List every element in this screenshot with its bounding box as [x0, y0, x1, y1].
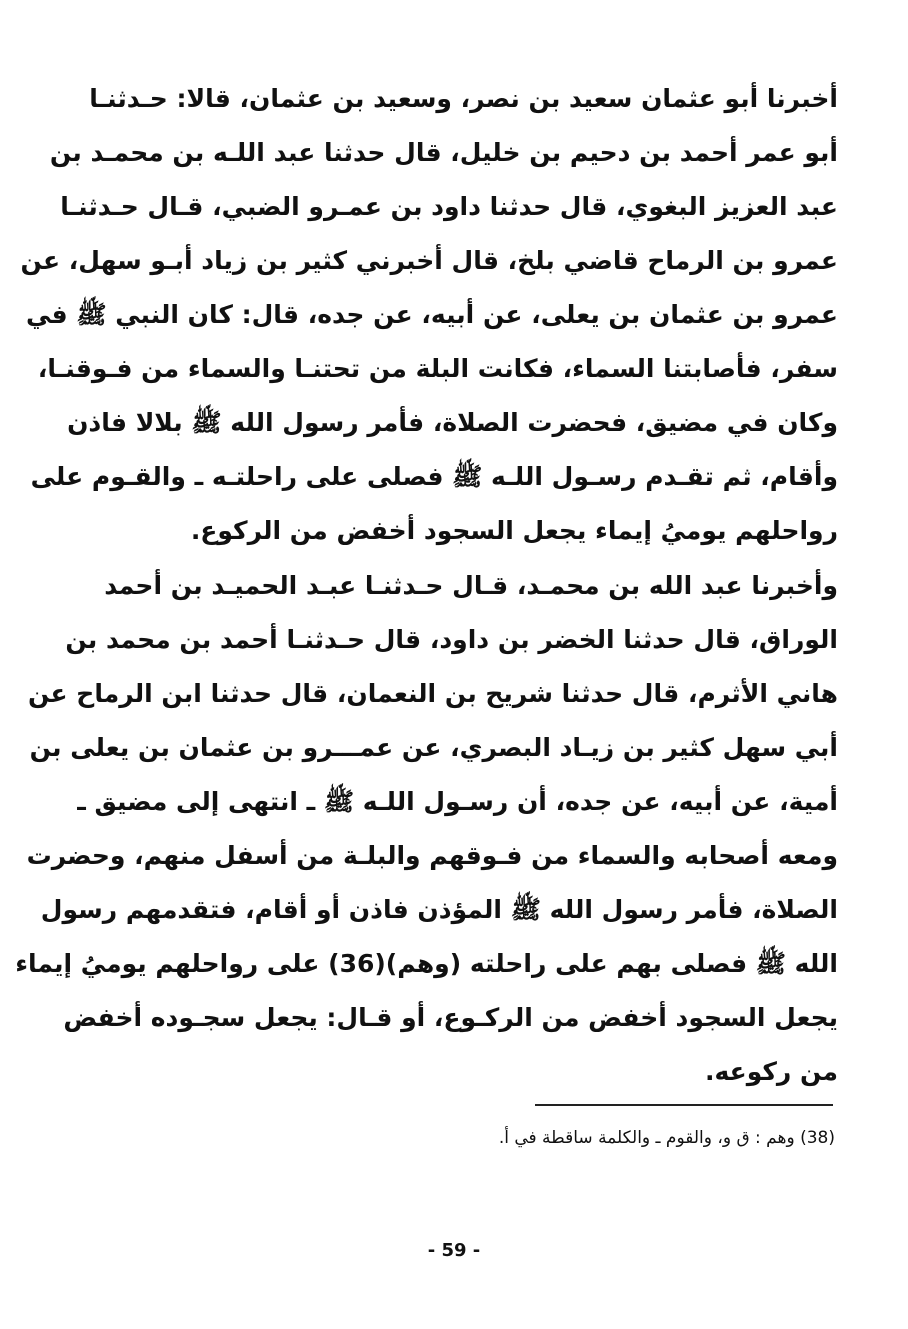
text-line: وأخبرنا عبد الله بن محمـد، قـال حـدثنـا عبـد الحميـد بن أحمد: [104, 571, 838, 600]
paragraph-1: [20, 72, 838, 558]
text-line: وكان في مضيق، فحضرت الصلاة، فأمر رسول الله ﷺ بلالا فاذن: [67, 408, 838, 437]
text-line: عمرو بن عثمان بن يعلى، عن أبيه، عن جده، قال: كان النبي ﷺ في: [25, 300, 838, 329]
text-line: وأقام، ثم تقـدم رسـول اللـه ﷺ فصلى على راحلتـه ـ والقـوم على: [30, 462, 838, 491]
text-line: أخبرنا أبو عثمان سعيد بن نصر، وسعيد بن عثمان، قالا: حـدثنـا: [89, 84, 838, 113]
text-line: عمرو بن الرماح قاضي بلخ، قال أخبرني كثير بن زياد أبـو سهل، عن: [20, 246, 838, 275]
text-line: سفر، فأصابتنا السماء، فكانت البلة من تحتنـا والسماء من فـوقنـا،: [37, 354, 838, 383]
footnote-divider: [535, 1104, 833, 1106]
text-line: الوراق، قال حدثنا الخضر بن داود، قال حـدثنـا أحمد بن محمد بن: [65, 625, 838, 654]
footnote: (38) وهم : ق و، والقوم ـ والكلمة ساقطة في أ.: [498, 1128, 835, 1148]
text-line: أبو عمر أحمد بن دحيم بن خليل، قال حدثنا عبد اللـه بن محمـد بن: [49, 138, 838, 167]
text-line: أبي سهل كثير بن زيـاد البصري، عن عمـــرو بن عثمان بن يعلى بن: [29, 733, 838, 762]
text-line: الله ﷺ فصلى بهم على راحلته (وهم)(36) على رواحلهم يوميُ إيماء: [15, 949, 838, 978]
text-line: ومعه أصحابه والسماء من فـوقهم والبلـة من أسفل منهم، وحضرت: [26, 841, 838, 870]
text-line: من ركوعه.: [704, 1057, 838, 1086]
text-line: أمية، عن أبيه، عن جده، أن رسـول اللـه ﷺ ـ انتهى إلى مضيق ـ: [77, 787, 838, 816]
page-number: - 59 -: [427, 1240, 481, 1261]
text-line: هاني الأثرم، قال حدثنا شريح بن النعمان، قال حدثنا ابن الرماح عن: [28, 679, 838, 708]
text-line: يجعل السجود أخفض من الركـوع، أو قـال: يجعل سجـوده أخفض: [63, 1003, 838, 1032]
text-line: رواحلهم يوميُ إيماء يجعل السجود أخفض من الركوع.: [190, 516, 838, 545]
paragraph-2: [15, 559, 838, 1099]
text-line: عبد العزيز البغوي، قال حدثنا داود بن عمـرو الضبي، قـال حـدثنـا: [60, 192, 838, 221]
text-line: الصلاة، فأمر رسول الله ﷺ المؤذن فاذن أو أقام، فتقدمهم رسول: [40, 895, 838, 924]
